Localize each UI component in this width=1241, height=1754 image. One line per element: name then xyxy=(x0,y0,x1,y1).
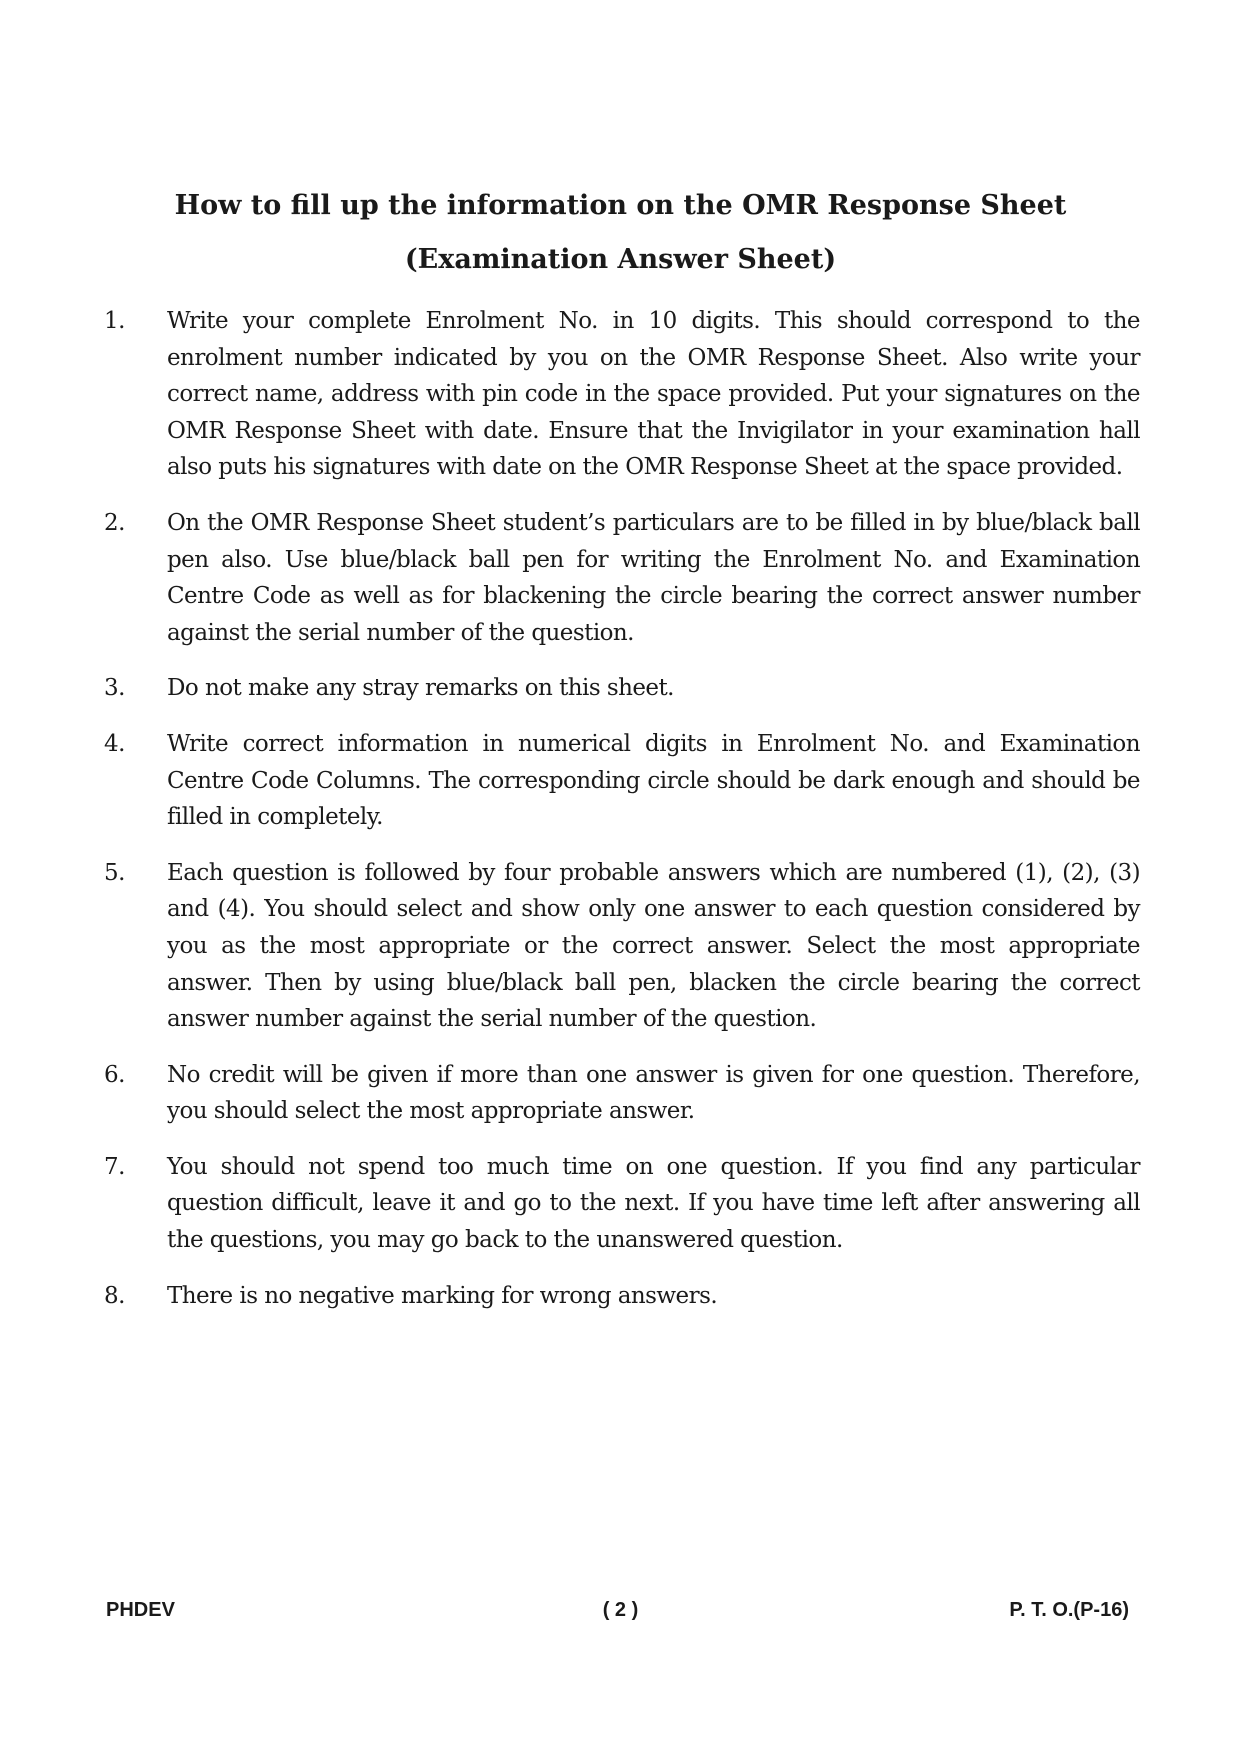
instruction-text: On the OMR Response Sheet student’s particulars are to be filled in by blue/black ball pen also. Use blue/black ball pen for writing the Enrolment No. and Examination Centre Code as well as for blackening the circle bearing the correct answer number against the serial number of the question. xyxy=(167,509,1140,646)
footer-pto: P. T. O.(P-16) xyxy=(1009,1599,1129,1621)
instruction-item-3 xyxy=(104,670,1140,707)
instruction-number: 1. xyxy=(104,308,125,334)
page-title: How to fill up the information on the OMR Response Sheet xyxy=(174,190,1067,221)
instruction-item-5 xyxy=(104,855,1140,1038)
footer-page-number: ( 2 ) xyxy=(602,1599,639,1621)
instruction-text: Each question is followed by four probable answers which are numbered (1), (2), (3) and (4). You should select and show only one answer to each question considered by you as the most appropriate or the correct answer. Select the most appropriate answer. Then by using blue/black ball pen, blacken the circle bearing the correct answer number against the serial number of the question. xyxy=(167,859,1140,1033)
instruction-number: 4. xyxy=(104,730,125,757)
instruction-number: 7. xyxy=(104,1153,125,1180)
instruction-number: 8. xyxy=(104,1282,125,1309)
instruction-item-2 xyxy=(104,505,1140,651)
instruction-item-4 xyxy=(104,726,1140,836)
instruction-number: 6. xyxy=(104,1061,125,1088)
instruction-text: There is no negative marking for wrong answers. xyxy=(167,1282,718,1309)
instruction-item-6 xyxy=(104,1057,1140,1130)
instruction-list xyxy=(104,303,1140,1333)
instruction-item-7 xyxy=(104,1149,1140,1259)
footer-course-code: PHDEV xyxy=(106,1599,175,1621)
instruction-number: 5. xyxy=(104,859,125,886)
instruction-text: Write correct information in numerical digits in Enrolment No. and Examination Centre Code Columns. The corresponding circle should be dark enough and should be filled in completely. xyxy=(167,730,1140,831)
instruction-number: 2. xyxy=(104,509,125,536)
instruction-text: You should not spend too much time on one question. If you find any particular question difficult, leave it and go to the next. If you have time left after answering all the questions, you may go back to the unanswered question. xyxy=(167,1153,1140,1254)
instruction-item-8 xyxy=(104,1278,1140,1315)
instruction-item-1 xyxy=(104,303,1140,486)
page-subtitle: (Examination Answer Sheet) xyxy=(404,244,837,275)
instruction-number: 3. xyxy=(104,675,125,702)
instruction-text: Write your complete Enrolment No. in 10 digits. This should correspond to the enrolment number indicated by you on the OMR Response Sheet. Also write your correct name, address with pin code in the space provided. Put your signatures on the OMR Response Sheet with date. Ensure that the Invigilator in your examination hall also puts his signatures with date on the OMR Response Sheet at the space provided. xyxy=(167,308,1140,481)
instruction-text: Do not make any stray remarks on this sheet. xyxy=(167,675,674,702)
instruction-text: No credit will be given if more than one answer is given for one question. Therefore, you should select the most appropriate answer. xyxy=(167,1061,1140,1125)
